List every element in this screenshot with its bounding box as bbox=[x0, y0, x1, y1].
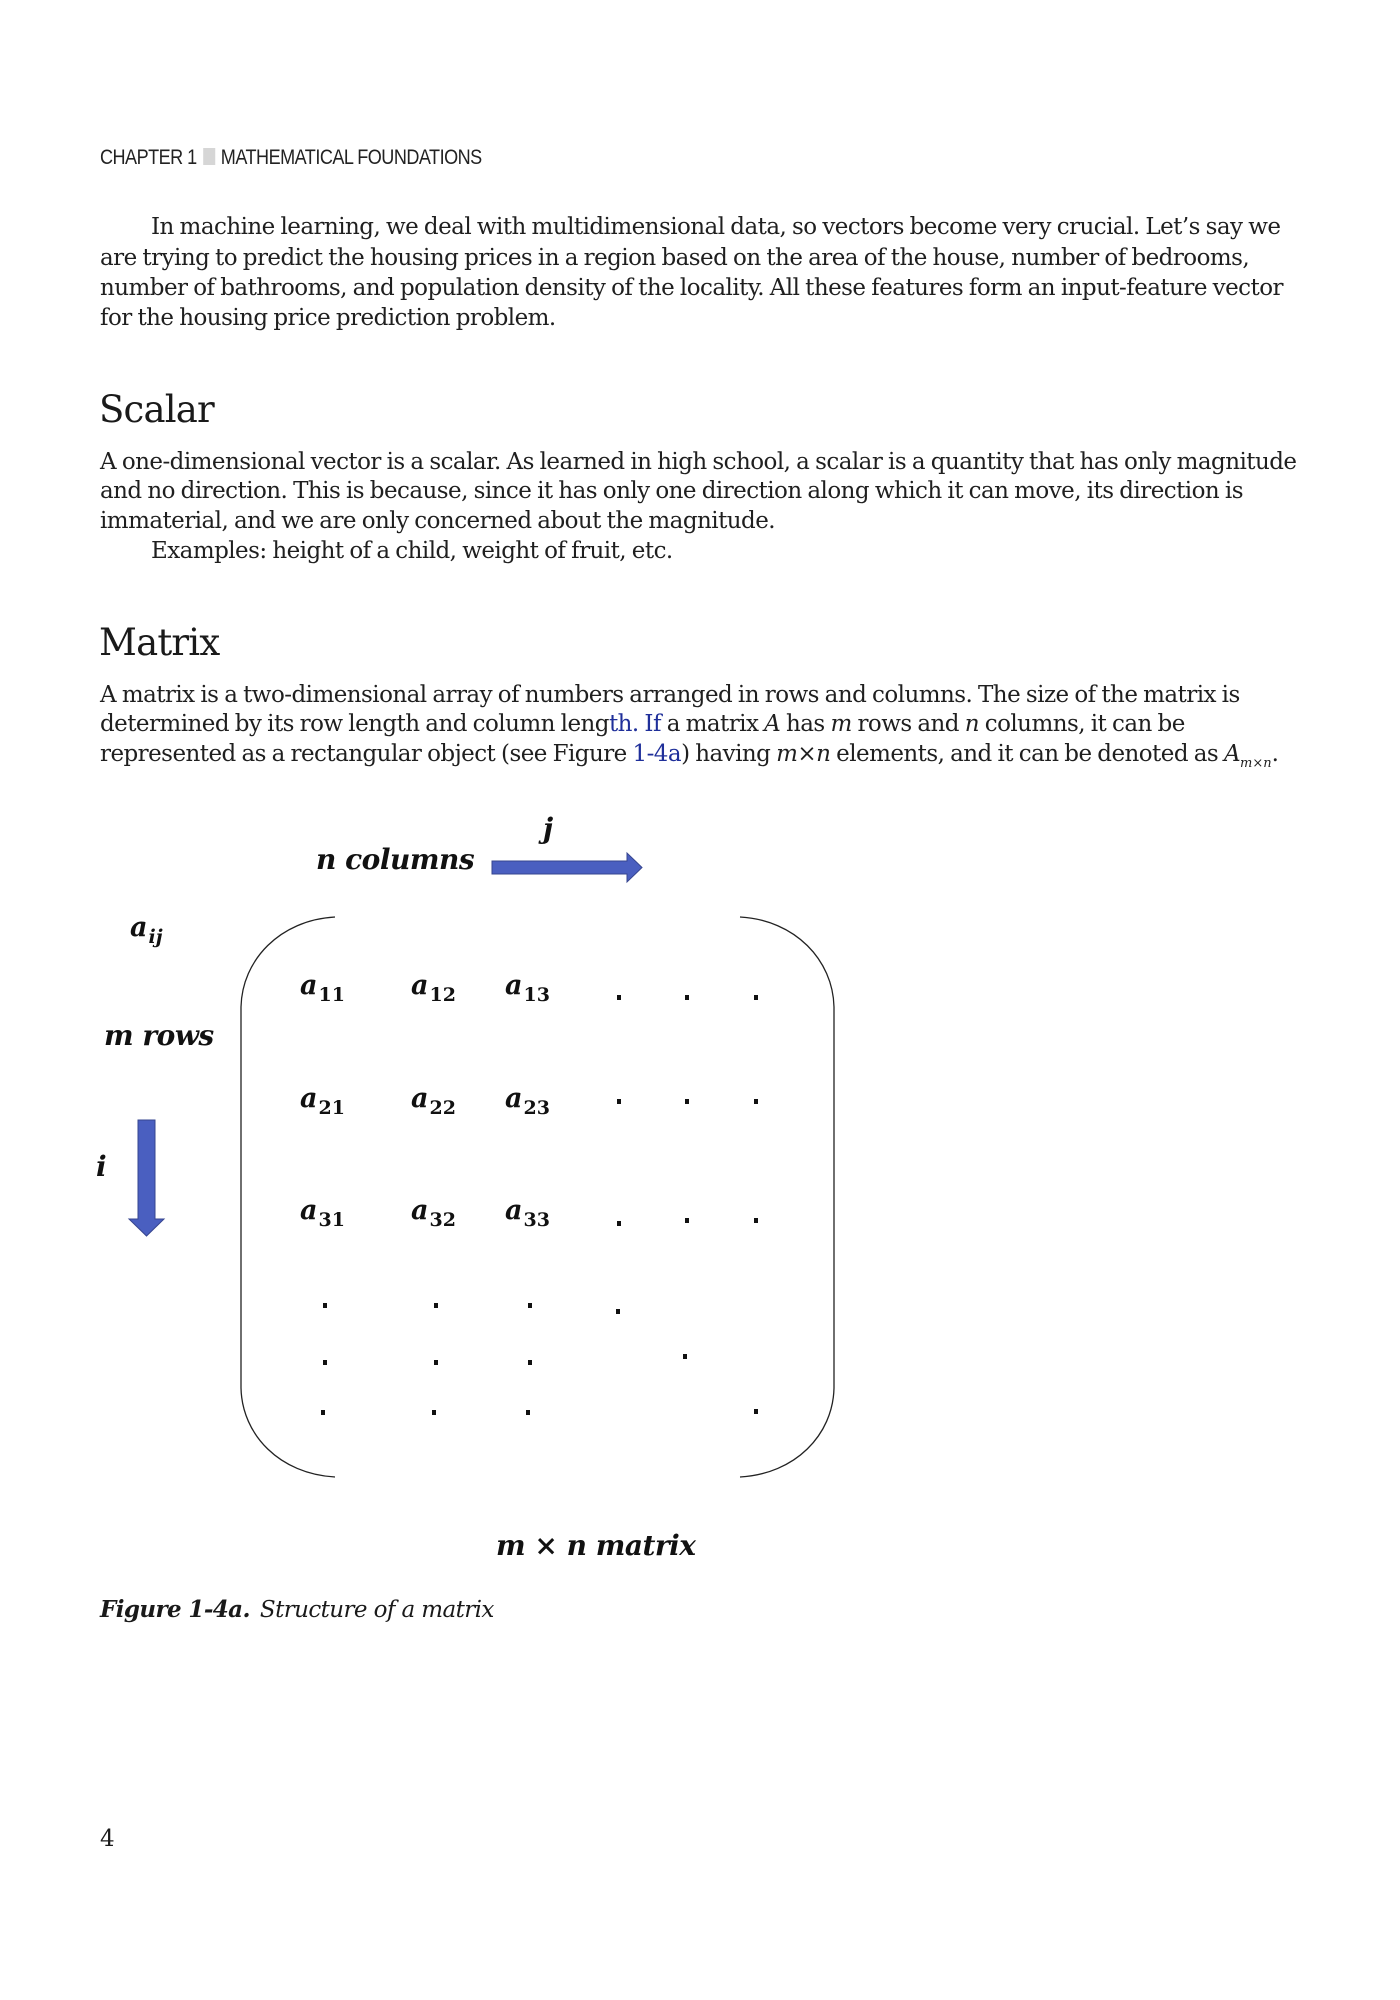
chapter-label: CHAPTER 1 bbox=[100, 146, 197, 169]
ellipsis-dot bbox=[683, 1354, 687, 1359]
ellipsis-dot bbox=[323, 1360, 327, 1365]
columns-word: columns bbox=[345, 843, 475, 876]
size-word: matrix bbox=[595, 1529, 696, 1562]
element-base: a bbox=[505, 1195, 523, 1226]
text-run: represented as a rectangular object (see Figure bbox=[100, 741, 633, 767]
rows-label bbox=[104, 1019, 214, 1052]
element-base: a bbox=[411, 1195, 429, 1226]
size-m: m bbox=[496, 1529, 526, 1562]
element-base: a bbox=[130, 912, 148, 943]
math-var: m bbox=[830, 711, 852, 737]
ellipsis-dot bbox=[526, 1410, 530, 1415]
ellipsis-dot bbox=[685, 995, 689, 1000]
ellipsis-dot bbox=[434, 1303, 438, 1308]
element-base: a bbox=[505, 1083, 523, 1114]
ellipsis-dot bbox=[432, 1410, 436, 1415]
element-base: a bbox=[300, 1083, 318, 1114]
matrix-element-a13 bbox=[505, 970, 550, 1006]
element-base: a bbox=[300, 970, 318, 1001]
element-base: a bbox=[505, 970, 523, 1001]
intro-line: In machine learning, we deal with multidimensional data, so vectors become very crucial. Let’s say we bbox=[151, 214, 1281, 240]
matrix-element-a12 bbox=[411, 970, 456, 1006]
columns-var: n bbox=[316, 843, 336, 876]
element-subscript: 31 bbox=[318, 1209, 345, 1231]
element-subscript: 23 bbox=[523, 1097, 550, 1119]
ellipsis-dot bbox=[617, 1221, 621, 1226]
page-number: 4 bbox=[100, 1826, 115, 1852]
ellipsis-dot bbox=[685, 1218, 689, 1223]
matrix-line: A matrix is a two-dimensional array of numbers arranged in rows and columns. The size of the matrix is bbox=[100, 682, 1240, 708]
figure-reference-link[interactable]: 1-4a bbox=[632, 741, 682, 767]
math-var: n bbox=[816, 741, 831, 767]
size-times: × bbox=[534, 1529, 558, 1562]
inline-link[interactable]: th. If bbox=[608, 711, 661, 737]
element-subscript: 33 bbox=[523, 1209, 550, 1231]
ellipsis-dot bbox=[754, 1218, 758, 1223]
caption-text: Structure of a matrix bbox=[259, 1597, 494, 1623]
math-var: m bbox=[776, 741, 798, 767]
times-symbol: × bbox=[797, 741, 817, 767]
caption-label: Figure 1-4a. bbox=[100, 1596, 250, 1623]
element-subscript: 11 bbox=[318, 984, 345, 1006]
chapter-title: MATHEMATICAL FOUNDATIONS bbox=[220, 146, 482, 169]
matrix-right-bracket bbox=[740, 917, 834, 1477]
matrix-line bbox=[100, 739, 1278, 779]
ellipsis-dot bbox=[434, 1360, 438, 1365]
text-run: determined by its row length and column leng bbox=[100, 711, 609, 737]
size-n: n bbox=[566, 1529, 587, 1562]
section-heading-matrix: Matrix bbox=[99, 621, 220, 664]
matrix-size-label bbox=[496, 1529, 696, 1562]
matrix-element-a32 bbox=[411, 1195, 456, 1231]
scalar-line: A one-dimensional vector is a scalar. As learned in high school, a scalar is a quantity that has only magnitude bbox=[100, 449, 1297, 475]
element-base: a bbox=[411, 1083, 429, 1114]
intro-line: are trying to predict the housing prices in a region based on the area of the house, number of bedrooms, bbox=[100, 245, 1250, 271]
ellipsis-dot bbox=[321, 1410, 325, 1415]
ellipsis-dot bbox=[323, 1303, 327, 1308]
columns-label bbox=[316, 843, 474, 876]
intro-line: number of bathrooms, and population density of the locality. All these features form an input-feature vector bbox=[100, 275, 1283, 301]
element-base: a bbox=[300, 1195, 318, 1226]
separator-square-icon bbox=[204, 148, 216, 165]
element-subscript: 12 bbox=[429, 984, 456, 1006]
column-index-label: j bbox=[543, 812, 553, 845]
text-run: columns, it can be bbox=[978, 711, 1185, 737]
element-subscript: 32 bbox=[429, 1209, 456, 1231]
element-subscript: 22 bbox=[429, 1097, 456, 1119]
matrix-element-a22 bbox=[411, 1083, 456, 1119]
element-base: a bbox=[411, 970, 429, 1001]
row-index-label: i bbox=[96, 1150, 107, 1183]
matrix-element-a21 bbox=[300, 1083, 345, 1119]
text-run: rows and bbox=[851, 711, 965, 737]
text-run: has bbox=[780, 711, 831, 737]
column-direction-arrow-icon bbox=[492, 853, 642, 882]
element-subscript: 21 bbox=[318, 1097, 345, 1119]
ellipsis-dot bbox=[616, 1309, 620, 1314]
matrix-element-a33 bbox=[505, 1195, 550, 1231]
text-run: a matrix bbox=[660, 711, 765, 737]
element-generic-label bbox=[130, 912, 163, 948]
ellipsis-dot bbox=[754, 995, 758, 1000]
matrix-element-a23 bbox=[505, 1083, 550, 1119]
ellipsis-dot bbox=[617, 995, 621, 1000]
matrix-element-a31 bbox=[300, 1195, 345, 1231]
rows-var: m bbox=[104, 1019, 134, 1052]
ellipsis-dot bbox=[685, 1099, 689, 1104]
text-run: . bbox=[1271, 741, 1279, 767]
math-var: A bbox=[764, 711, 781, 737]
ellipsis-dot bbox=[754, 1409, 758, 1414]
ellipsis-dot bbox=[754, 1099, 758, 1104]
running-head bbox=[100, 146, 482, 170]
element-subscript: 13 bbox=[523, 984, 550, 1006]
math-var: n bbox=[964, 711, 979, 737]
ellipsis-dot bbox=[528, 1360, 532, 1365]
element-subscript: ij bbox=[148, 926, 163, 948]
scalar-examples: Examples: height of a child, weight of fruit, etc. bbox=[151, 538, 673, 564]
text-run: elements, and it can be denoted as bbox=[830, 741, 1224, 767]
intro-line: for the housing price prediction problem. bbox=[100, 305, 556, 331]
scalar-line: immaterial, and we are only concerned about the magnitude. bbox=[100, 508, 776, 534]
row-direction-arrow-icon bbox=[129, 1120, 164, 1236]
scalar-line: and no direction. This is because, since it has only one direction along which it can move, its direction is bbox=[100, 478, 1243, 504]
matrix-line bbox=[100, 709, 1185, 739]
math-var: A bbox=[1223, 741, 1240, 767]
rows-word: rows bbox=[142, 1019, 214, 1052]
matrix-element-a11 bbox=[300, 970, 345, 1006]
text-run: ) having bbox=[681, 741, 777, 767]
ellipsis-dot bbox=[528, 1303, 532, 1308]
figure-caption bbox=[100, 1596, 494, 1623]
ellipsis-dot bbox=[617, 1099, 621, 1104]
math-subscript: m×n bbox=[1240, 756, 1272, 771]
section-heading-scalar: Scalar bbox=[99, 388, 214, 431]
